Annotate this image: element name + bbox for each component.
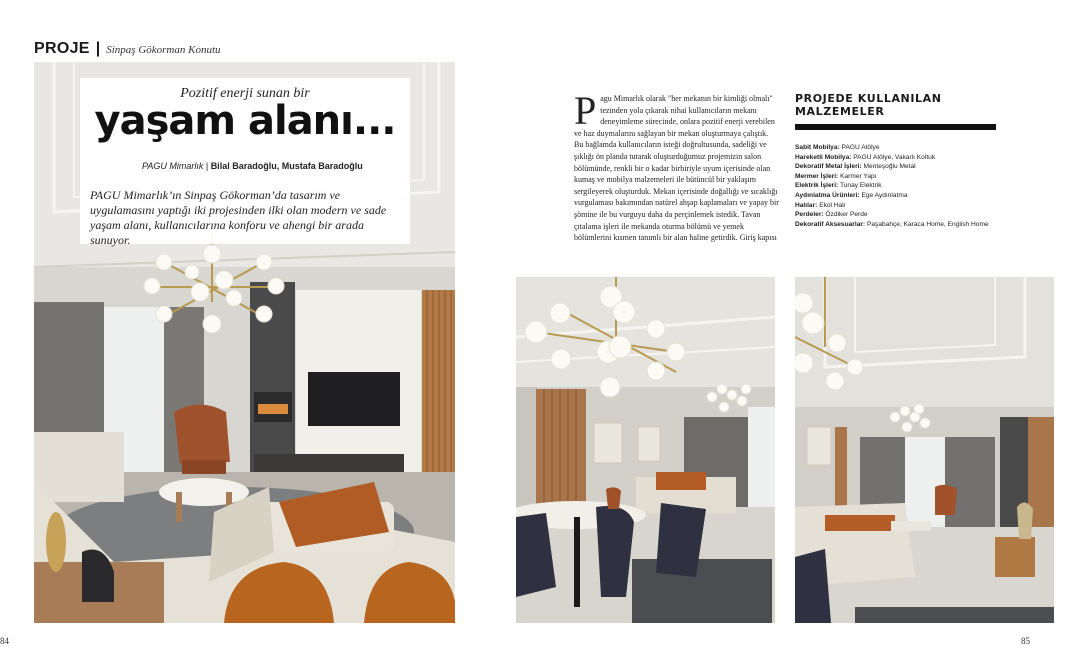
article-body — [574, 88, 779, 244]
byline-firm: PAGU Mimarlık — [142, 161, 204, 171]
materials-item: Halılar: Ekol Halı — [795, 201, 846, 209]
page-number-right: 85 — [1021, 636, 1030, 646]
materials-item: Elektrik İşleri: Tunay Elektrik — [795, 182, 882, 190]
materials-item: Sabit Mobilya: PAGU Atölye — [795, 144, 880, 151]
dining-room-photo — [516, 277, 775, 623]
materials-item: Aydınlatma Ürünleri: Ege Aydınlatma — [795, 191, 908, 199]
section-label: PROJE — [34, 40, 90, 57]
living-photo-illustration — [795, 277, 1054, 623]
kicker: Pozitif enerji sunan bir — [180, 86, 310, 101]
materials-list — [795, 143, 1030, 229]
byline-separator: | — [203, 161, 211, 171]
dining-photo-illustration — [516, 277, 775, 623]
article-paragraph: agu Mimarlık olarak "her mekanın bir kimliği olmalı" tezinden yola çıkarak nihai kullanıcıların mekanı deneyimleme sürecinde, onlara pozitif enerji verebilen ve haz duymalarını sağlayan bir mekan oluşturmaya çalıştık. Bu bağlamda kullanıcıların isteği doğrultusunda, sadeliği ve şıklığı ön planda tutarak oluşturduğumuz projemizin salon bölümünde, renkli bir o kadar birbiriyle uyum içerisinde olan kumaş ve mobilya malzemeleri ile bütüncül bir yaklaşım sergileyerek oluşturduk. Mekan içerisinde doğallığı ve sıcaklığı vurgulaması bakımından natürel ahşap kaplamaları ve yapay bir şömine ile bu vurguyu daha da perçinlemek istedik. Tavan çıtalama işleri ile mekanda oturma bölümü ve yemek bölümlerini kısmen tanımlı bir alan haline getirdik. Giriş kapısı — [574, 94, 779, 243]
section-header — [34, 40, 221, 58]
materials-rule — [795, 124, 996, 130]
byline — [142, 161, 363, 171]
materials-title — [795, 92, 1030, 118]
byline-names: Bilal Baradoğlu, Mustafa Baradoğlu — [210, 161, 363, 171]
materials-item: Dekoratif Aksesuarlar: Paşabahçe, Karaca Home, English Home — [795, 220, 989, 228]
intro-text: PAGU Mimarlık’ın Sinpaş Gökorman’da tasarım ve uygulamasını yaptığı iki projesinden ilki olan modern ve sade yaşam alanı, kullanıcılarına konforu ve ahengi bir arada sunuyor. — [90, 188, 387, 247]
section-separator: | — [95, 40, 101, 57]
materials-box — [795, 92, 1030, 229]
section-subtitle: Sinpaş Gökorman Konutu — [106, 44, 221, 56]
materials-title-line2: MALZEMELER — [795, 105, 885, 118]
dropcap: P — [574, 88, 597, 133]
materials-title-line1: PROJEDE KULLANILAN — [795, 92, 942, 105]
materials-item: Hareketli Mobilya: PAGU Atölye, Vakarlı Koltuk — [795, 153, 936, 161]
headline: yaşam alanı... — [94, 98, 396, 144]
page-number-left: 84 — [0, 636, 9, 646]
living-room-photo — [795, 277, 1054, 623]
materials-item: Perdeler: Özdiker Perde — [795, 211, 868, 219]
materials-item: Dekoratif Metal İşleri: Menteşoğlu Metal — [795, 163, 916, 171]
materials-item: Mermer İşleri: Karmer Yapı — [795, 172, 877, 180]
